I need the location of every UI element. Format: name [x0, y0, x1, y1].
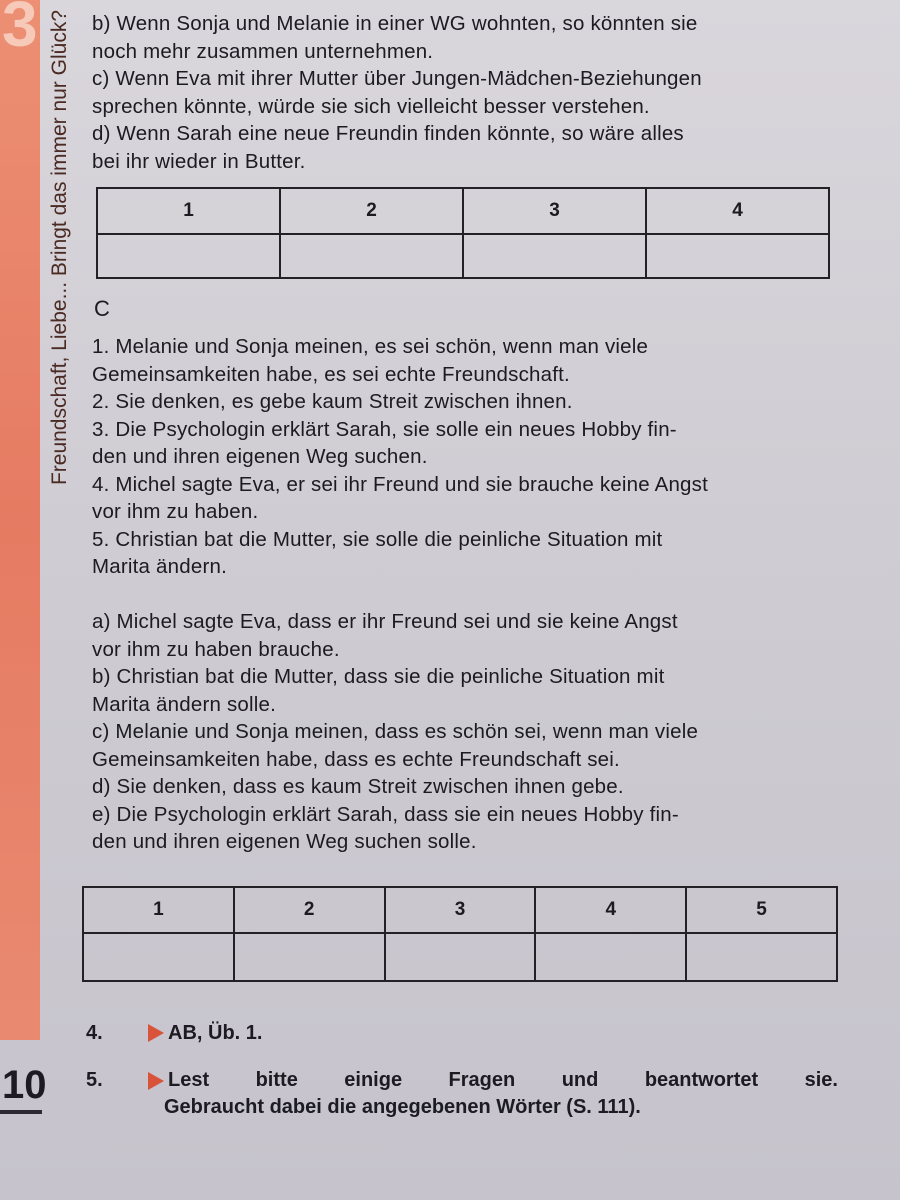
answer-cell[interactable] — [463, 234, 646, 278]
text-line: 1. Melanie und Sonja meinen, es sei schön, wenn man viele — [92, 335, 649, 358]
table-header-cell: 3 — [463, 188, 646, 234]
chapter-title: Freundschaft, Liebe... Bringt das immer nur Glück? — [48, 10, 71, 486]
text-line: c) Wenn Eva mit ihrer Mutter über Jungen-Mädchen-Beziehungen — [92, 67, 702, 90]
text-line: b) Christian bat die Mutter, dass sie die peinliche Situation mit — [92, 665, 665, 688]
answer-cell[interactable] — [280, 234, 463, 278]
task-text: Lest bitte einige Fragen und beantwortet sie. — [168, 1069, 838, 1091]
table-header-cell: 2 — [234, 887, 385, 933]
task-text-continued: Gebraucht dabei die angegebenen Wörter (S. 111). — [164, 1096, 641, 1118]
answer-cell[interactable] — [686, 933, 837, 981]
text-line: d) Sie denken, dass es kaum Streit zwischen ihnen gebe. — [92, 775, 624, 798]
text-line: Gemeinsamkeiten habe, dass es echte Freundschaft sei. — [92, 747, 620, 771]
text-line: den und ihren eigenen Weg suchen solle. — [92, 830, 477, 853]
task-text: AB, Üb. 1. — [168, 1022, 263, 1044]
text-line: d) Wenn Sarah eine neue Freundin finden könnte, so wäre alles — [92, 122, 684, 145]
text-line: 5. Christian bat die Mutter, sie solle die peinliche Situation mit — [92, 527, 663, 551]
arrow-right-icon — [148, 1024, 164, 1042]
table-header-cell: 4 — [646, 188, 829, 234]
text-line: e) Die Psychologin erklärt Sarah, dass sie ein neues Hobby fin- — [92, 802, 679, 826]
text-line: b) Wenn Sonja und Melanie in einer WG wohnten, so könnten sie — [92, 12, 698, 35]
text-line: 3. Die Psychologin erklärt Sarah, sie solle ein neues Hobby fin- — [92, 417, 677, 441]
answer-table-2 — [82, 886, 838, 982]
text-line: Marita ändern. — [92, 555, 227, 578]
answer-table-1 — [96, 187, 830, 279]
table-header-cell: 1 — [97, 188, 280, 234]
section-heading-c: C — [94, 296, 110, 321]
text-line: 4. Michel sagte Eva, er sei ihr Freund und sie brauche keine Angst — [92, 472, 709, 496]
page-number-underline — [0, 1110, 42, 1114]
text-line: bei ihr wieder in Butter. — [92, 149, 306, 173]
answer-cell[interactable] — [97, 234, 280, 278]
table-header-cell: 3 — [385, 887, 536, 933]
table-header-cell: 5 — [686, 887, 837, 933]
chapter-number: 3 — [2, 0, 38, 60]
text-line: vor ihm zu haben brauche. — [92, 637, 340, 661]
task-5 — [86, 1067, 846, 1121]
text-line: a) Michel sagte Eva, dass er ihr Freund sei und sie keine Angst — [92, 610, 678, 633]
text-line: sprechen könnte, würde sie sich vielleicht besser verstehen. — [92, 94, 650, 118]
task-4 — [86, 1020, 262, 1047]
text-line: Marita ändern solle. — [92, 692, 277, 716]
answer-cell[interactable] — [646, 234, 829, 278]
top-sentences — [92, 10, 837, 175]
chapter-side-strip — [0, 0, 71, 1040]
text-line: 2. Sie denken, es gebe kaum Streit zwischen ihnen. — [92, 390, 573, 413]
table-header-cell: 2 — [280, 188, 463, 234]
section-c-lettered-sentences — [92, 608, 837, 856]
text-line: Gemeinsamkeiten habe, es sei echte Freundschaft. — [92, 362, 570, 386]
table-header-cell: 1 — [83, 887, 234, 933]
task-number: 4. — [86, 1022, 103, 1044]
answer-cell[interactable] — [535, 933, 686, 981]
answer-cell[interactable] — [234, 933, 385, 981]
arrow-right-icon — [148, 1072, 164, 1090]
text-line: c) Melanie und Sonja meinen, dass es schön sei, wenn man viele — [92, 720, 699, 743]
text-line: vor ihm zu haben. — [92, 500, 259, 523]
text-line: noch mehr zusammen unternehmen. — [92, 39, 434, 63]
answer-cell[interactable] — [385, 933, 536, 981]
section-c-numbered-sentences — [92, 333, 837, 581]
page-number: 10 — [2, 1063, 47, 1107]
task-number: 5. — [86, 1069, 103, 1091]
answer-cell[interactable] — [83, 933, 234, 981]
table-header-cell: 4 — [535, 887, 686, 933]
text-line: den und ihren eigenen Weg suchen. — [92, 445, 428, 468]
